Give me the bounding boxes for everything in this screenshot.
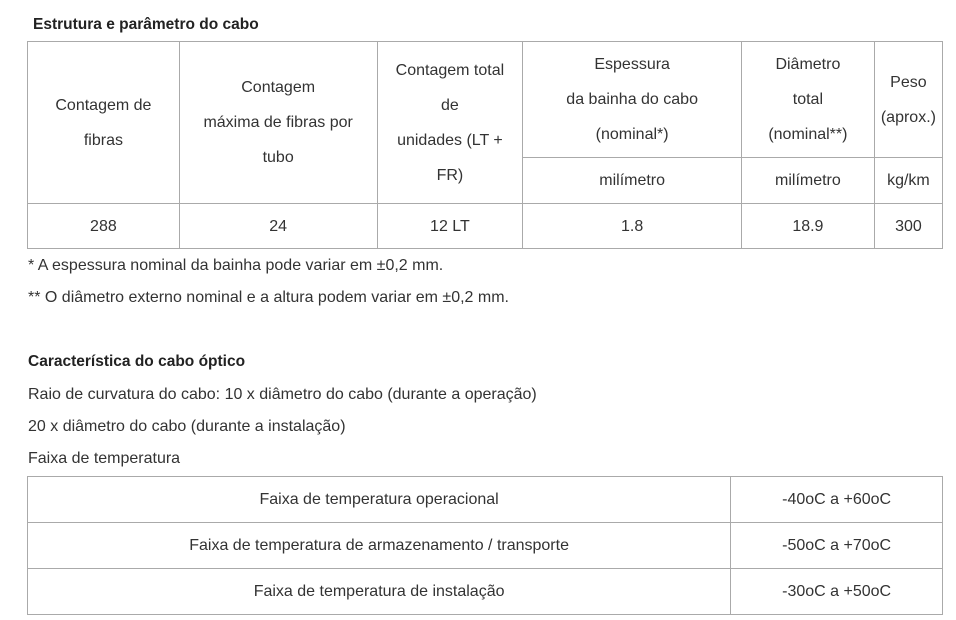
header-total-diameter: Diâmetro total (nominal**) bbox=[741, 42, 874, 158]
header-weight: Peso (aprox.) bbox=[874, 42, 942, 158]
cell-max-fibers-per-tube: 24 bbox=[179, 204, 377, 249]
temp-label-operational: Faixa de temperatura operacional bbox=[28, 477, 731, 523]
bend-radius-operation: Raio de curvatura do cabo: 10 x diâmetro do cabo (durante a operação) bbox=[28, 386, 537, 403]
unit-weight: kg/km bbox=[874, 158, 942, 204]
temperature-range-label: Faixa de temperatura bbox=[28, 450, 181, 467]
section-title-optical-cable: Característica do cabo óptico bbox=[28, 353, 246, 370]
header-fiber-count: Contagem de fibras bbox=[28, 42, 180, 204]
header-sheath-thickness: Espessura da bainha do cabo (nominal*) bbox=[523, 42, 742, 158]
table-row bbox=[28, 204, 943, 249]
unit-diameter: milímetro bbox=[741, 158, 874, 204]
table-header-row bbox=[28, 42, 943, 158]
table-row bbox=[28, 569, 943, 615]
temp-value-operational: -40oC a +60oC bbox=[731, 477, 943, 523]
table-row bbox=[28, 477, 943, 523]
cable-parameter-table bbox=[27, 41, 943, 249]
temp-value-installation: -30oC a +50oC bbox=[731, 569, 943, 615]
cell-total-units: 12 LT bbox=[377, 204, 523, 249]
unit-thickness: milímetro bbox=[523, 158, 742, 204]
temperature-table bbox=[27, 476, 943, 615]
cell-fiber-count: 288 bbox=[28, 204, 180, 249]
header-max-fibers-per-tube: Contagem máxima de fibras por tubo bbox=[179, 42, 377, 204]
cell-total-diameter: 18.9 bbox=[741, 204, 874, 249]
cell-weight: 300 bbox=[874, 204, 942, 249]
note-outer-diameter: ** O diâmetro externo nominal e a altura podem variar em ±0,2 mm. bbox=[28, 289, 509, 306]
note-sheath-thickness: * A espessura nominal da bainha pode variar em ±0,2 mm. bbox=[28, 257, 444, 274]
bend-radius-installation: 20 x diâmetro do cabo (durante a instalação) bbox=[28, 418, 346, 435]
temp-label-storage: Faixa de temperatura de armazenamento / transporte bbox=[28, 523, 731, 569]
table-row bbox=[28, 523, 943, 569]
section-title-cable-structure: Estrutura e parâmetro do cabo bbox=[33, 16, 259, 33]
cell-sheath-thickness: 1.8 bbox=[523, 204, 742, 249]
temp-value-storage: -50oC a +70oC bbox=[731, 523, 943, 569]
temp-label-installation: Faixa de temperatura de instalação bbox=[28, 569, 731, 615]
header-total-units: Contagem total de unidades (LT + FR) bbox=[377, 42, 523, 204]
